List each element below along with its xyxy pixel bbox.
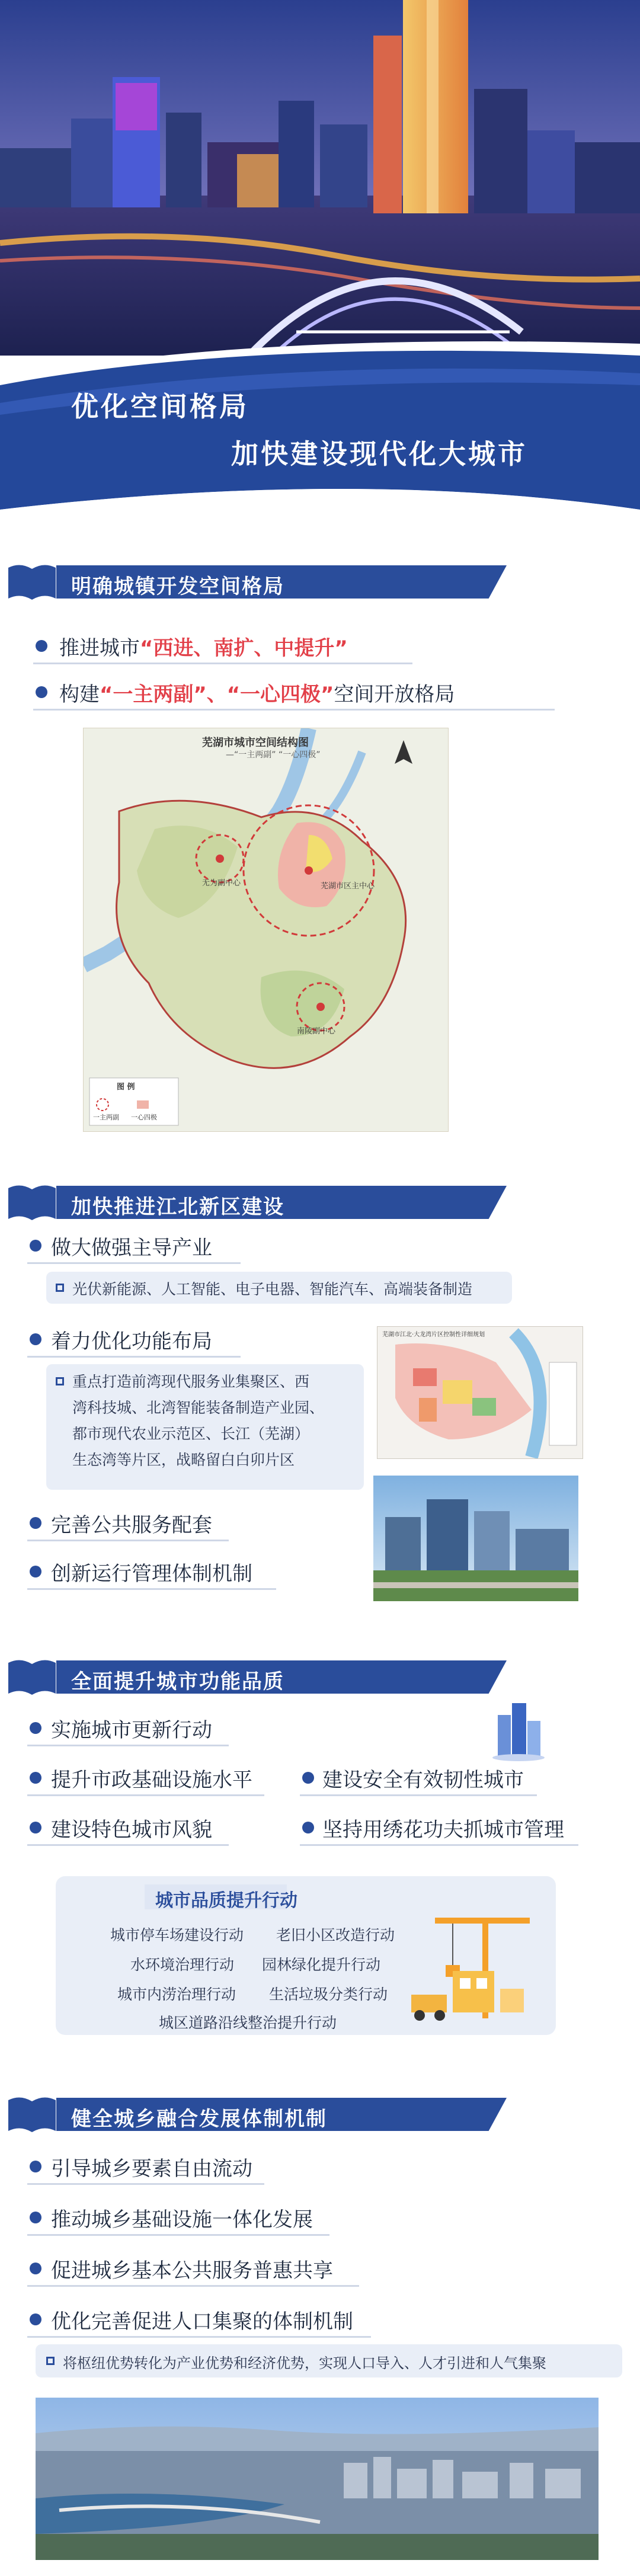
book-icon <box>5 2094 59 2133</box>
map-legend-title: 图 例 <box>117 1083 135 1092</box>
title-banner <box>0 332 640 527</box>
action-card <box>56 1876 556 2035</box>
bullet-line: 优化完善促进人口集聚的体制机制 <box>51 2310 353 2334</box>
bullet-line: 建设特色城市风貌 <box>51 1818 212 1842</box>
book-icon <box>5 1657 59 1696</box>
bullet-line: 引导城乡要素自由流动 <box>51 2157 252 2181</box>
city-structure-map <box>83 728 449 1132</box>
bullet-dot <box>30 1517 41 1529</box>
action-item: 园林绿化提升行动 <box>262 1956 381 1973</box>
underline <box>27 1262 241 1264</box>
action-item: 城市内涝治理行动 <box>117 1986 236 2003</box>
bullet-dot <box>30 1772 41 1784</box>
bullet-line: 完善公共服务配套 <box>51 1513 212 1537</box>
section-header-1 <box>0 562 640 600</box>
headline-line2: 加快建设现代化大城市 <box>231 438 527 470</box>
map-title: 芜湖市城市空间结构图 <box>202 737 309 749</box>
book-icon <box>5 562 59 601</box>
bullet-line: 创新运行管理体制机制 <box>51 1562 252 1586</box>
section-title: 明确城镇开发空间格局 <box>71 575 284 599</box>
underline <box>27 2234 329 2236</box>
detail-text: 光伏新能源、人工智能、电子电器、智能汽车、高端装备制造 <box>72 1281 473 1298</box>
action-item: 城市停车场建设行动 <box>110 1927 244 1944</box>
underline <box>27 1588 276 1590</box>
underline <box>27 2183 264 2185</box>
underline <box>27 1844 229 1846</box>
underline <box>27 1794 264 1796</box>
bullet-dot <box>30 2313 41 2325</box>
bullet-dot <box>36 640 47 652</box>
underline <box>27 1745 229 1746</box>
section-header-2 <box>0 1182 640 1220</box>
card-title: 城市品质提升行动 <box>155 1890 297 1911</box>
bullet-dot <box>30 1240 41 1252</box>
bullet-line-2: 构建“一主两副”、“一心四极”空间开放格局 <box>59 683 455 706</box>
bullet-dot <box>36 686 47 698</box>
headline-line1: 优化空间格局 <box>71 391 249 423</box>
building-rendering-image <box>373 1476 578 1601</box>
map-label-main: 芜湖市区主中心 <box>321 882 375 891</box>
underline <box>300 1844 578 1846</box>
bullet-line: 建设安全有效韧性城市 <box>322 1768 524 1792</box>
underline <box>27 2285 359 2287</box>
action-item: 老旧小区改造行动 <box>276 1927 395 1944</box>
detail-text: 将枢纽优势转化为产业优势和经济优势，实现人口导入、人才引进和人气集聚 <box>63 2355 546 2372</box>
bullet-line: 着力优化功能布局 <box>51 1330 212 1353</box>
detail-panel <box>46 1272 512 1304</box>
square-bullet-icon <box>56 1284 64 1292</box>
bullet-line-1: 推进城市“西进、南扩、中提升” <box>59 636 348 660</box>
bullet-line: 做大做强主导产业 <box>51 1236 212 1260</box>
detail-panel <box>36 2344 622 2377</box>
map-label-nanling: 南陵副中心 <box>297 1027 336 1036</box>
bullet-dot <box>302 1772 314 1784</box>
bullet-dot <box>30 1333 41 1345</box>
construction-icon <box>411 1900 542 2024</box>
book-icon <box>5 1182 59 1221</box>
bullet-dot <box>30 1722 41 1734</box>
underline <box>33 709 555 711</box>
bullet-dot <box>30 1566 41 1577</box>
bullet-dot <box>30 2161 41 2172</box>
plan-title: 芜湖市江北·大龙湾片区控制性详细规划 <box>382 1332 485 1338</box>
map-subtitle: —“一主两副” “一心四极” <box>226 750 321 760</box>
section-title: 健全城乡融合发展体制机制 <box>71 2107 327 2131</box>
underline <box>33 663 412 664</box>
bullet-line: 推动城乡基础设施一体化发展 <box>51 2208 313 2232</box>
action-item: 水环境治理行动 <box>130 1956 235 1973</box>
map-legend-item: 一主两副 <box>93 1113 119 1121</box>
bullet-dot <box>30 1822 41 1833</box>
bullet-line: 实施城市更新行动 <box>51 1719 212 1742</box>
section-header-3 <box>0 1657 640 1695</box>
buildings-icon <box>492 1697 545 1762</box>
section-title: 全面提升城市功能品质 <box>71 1670 284 1694</box>
bullet-line: 促进城乡基本公共服务普惠共享 <box>51 2259 333 2283</box>
bullet-dot <box>302 1822 314 1833</box>
bullet-dot <box>30 2263 41 2274</box>
underline <box>27 1540 229 1541</box>
underline <box>27 1356 241 1358</box>
map-legend-item: 一心四极 <box>131 1113 157 1121</box>
section-title: 加快推进江北新区建设 <box>71 1195 284 1219</box>
bullet-line: 坚持用绣花功夫抓城市管理 <box>322 1818 564 1842</box>
hero-city-photo <box>0 0 640 356</box>
detail-text: 重点打造前湾现代服务业集聚区、西 湾科技城、北湾智能装备制造产业园、 都市现代农业示范区、长江（芜湖） 生态湾等片区，战略留白白卯片区 <box>72 1373 325 1468</box>
detail-panel <box>46 1364 364 1490</box>
bullet-dot <box>30 2212 41 2223</box>
square-bullet-icon <box>46 2357 55 2365</box>
map-label-wuwei: 无为副中心 <box>202 879 241 888</box>
underline <box>27 2336 371 2338</box>
district-plan-image <box>377 1326 583 1459</box>
square-bullet-icon <box>56 1377 64 1385</box>
action-item: 城区道路沿线整治提升行动 <box>159 2014 337 2031</box>
aerial-city-photo <box>36 2398 599 2560</box>
underline <box>300 1794 537 1796</box>
bullet-line: 提升市政基础设施水平 <box>51 1768 252 1792</box>
action-item: 生活垃圾分类行动 <box>269 1986 388 2003</box>
section-header-4 <box>0 2094 640 2132</box>
